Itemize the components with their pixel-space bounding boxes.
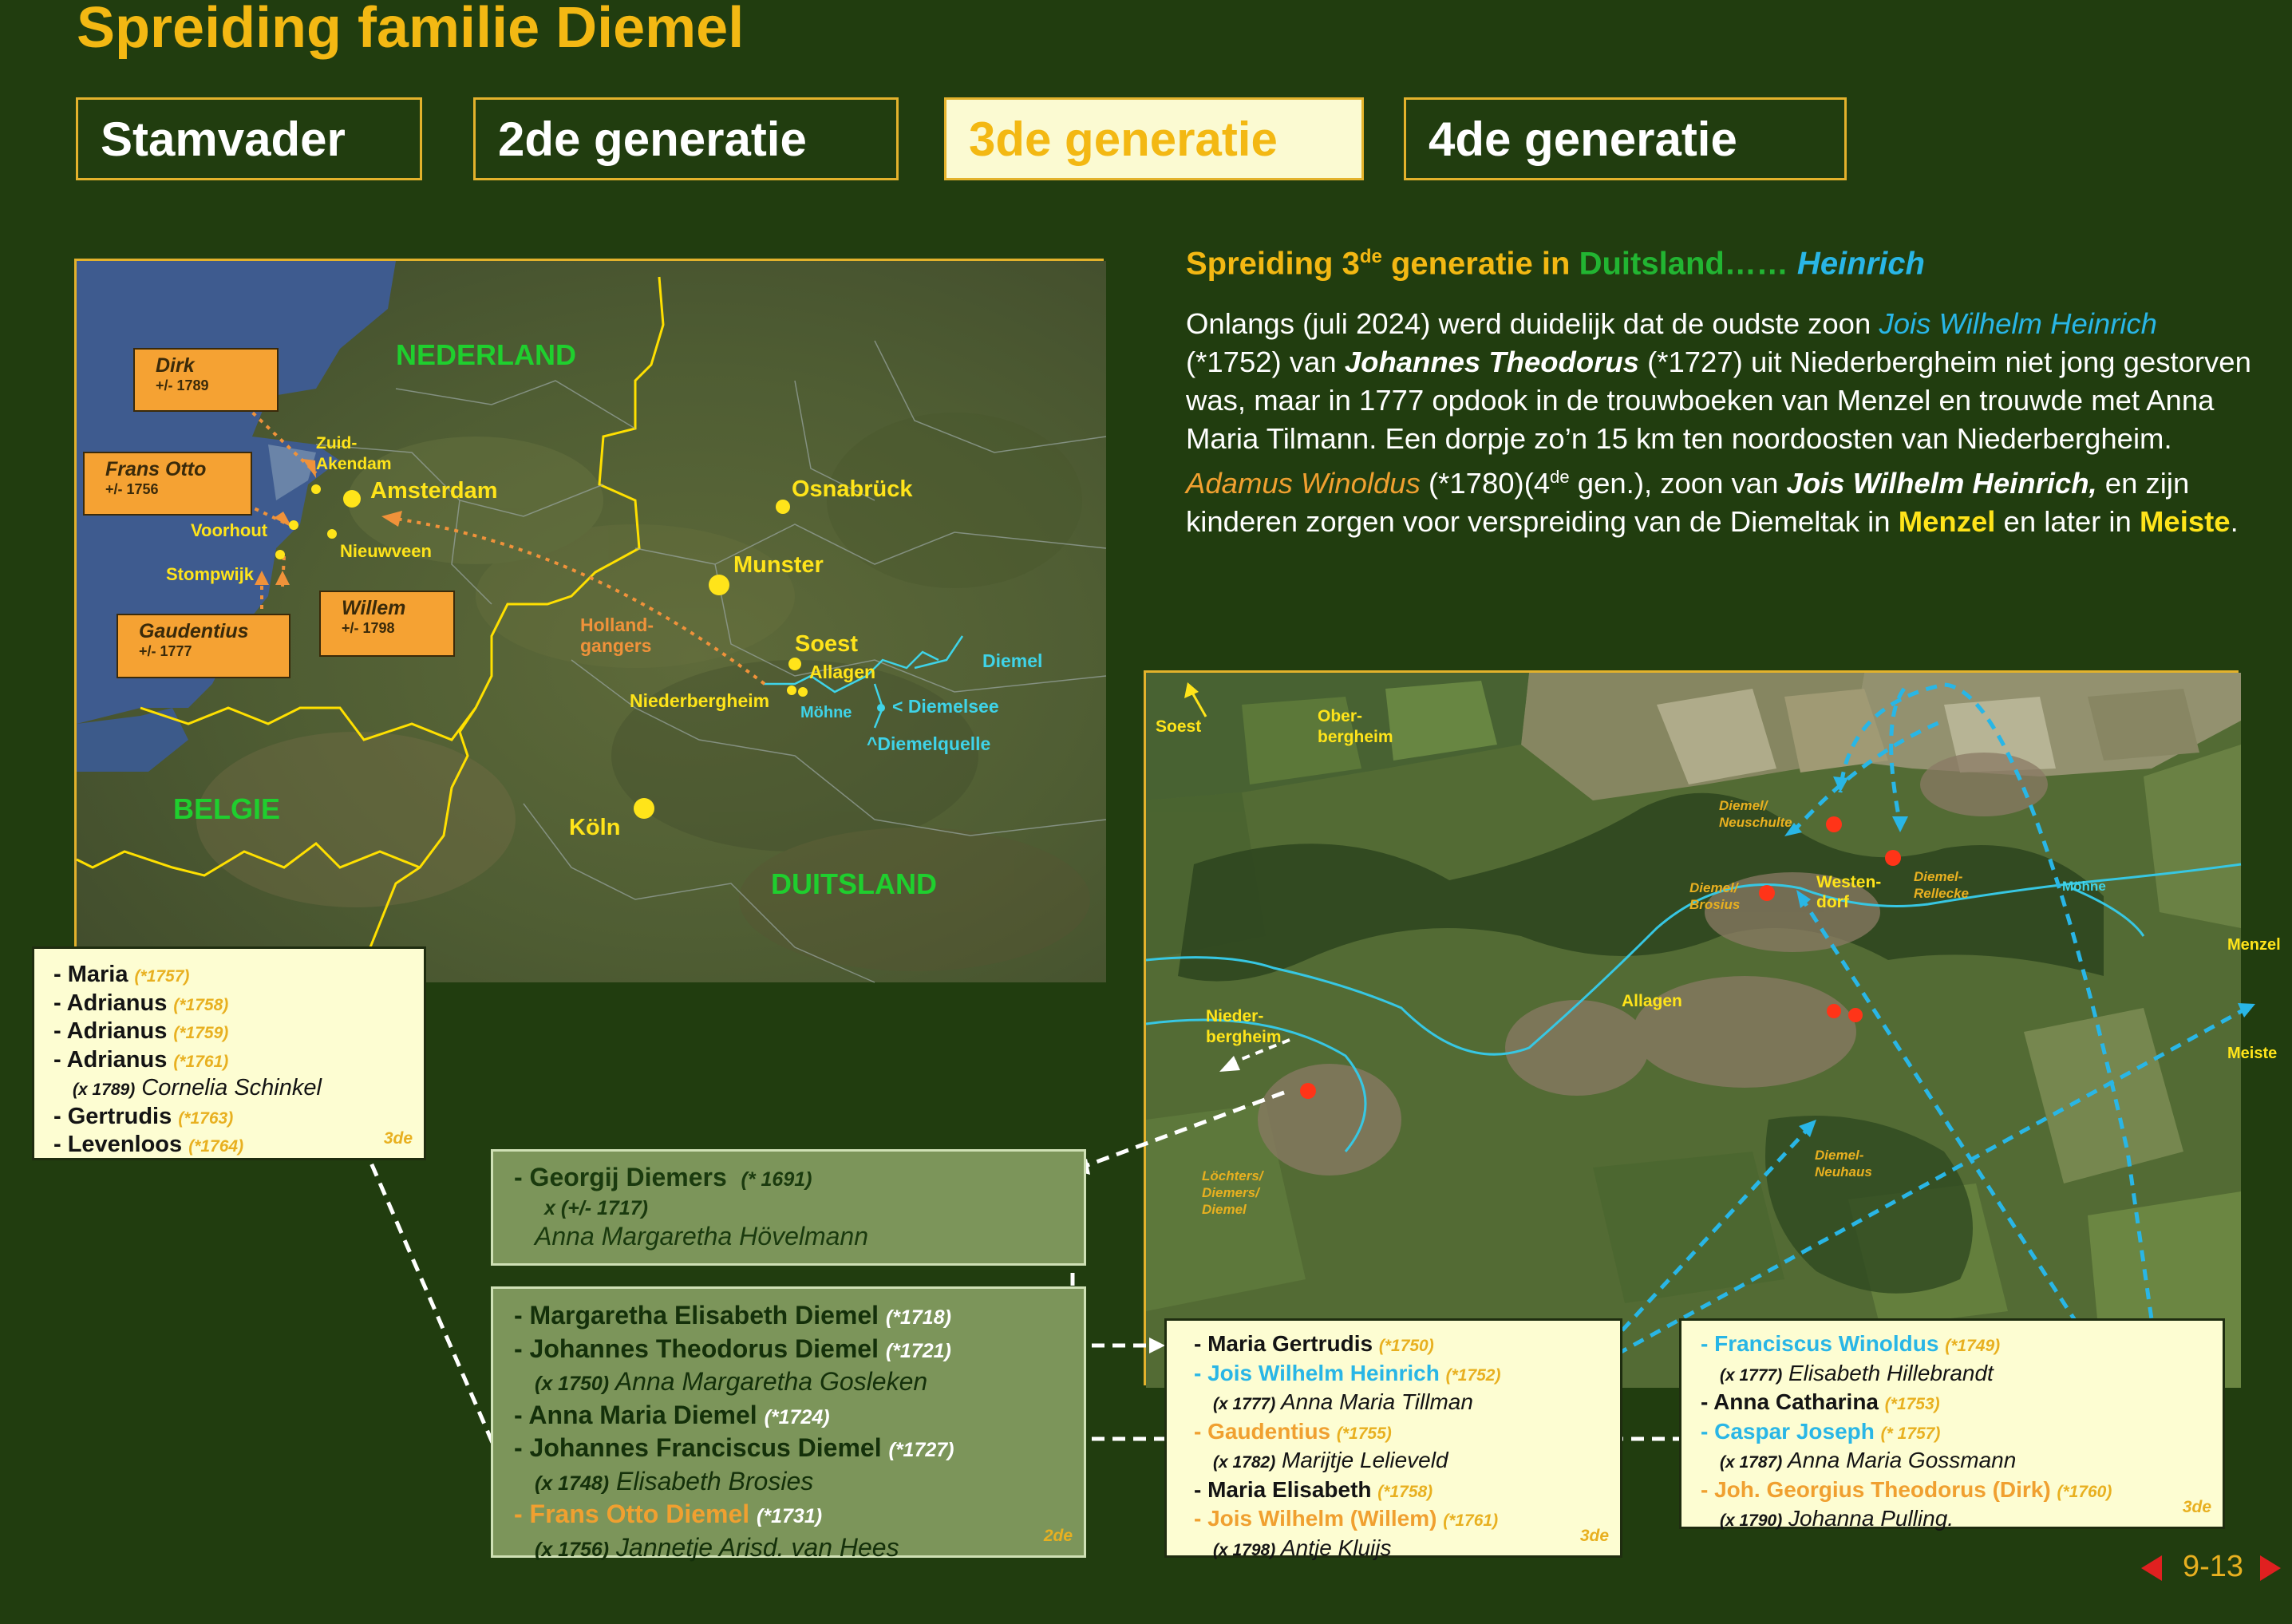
person-name: - Margaretha Elisabeth Diemel bbox=[514, 1301, 886, 1330]
headline-part-d: Heinrich bbox=[1788, 246, 1925, 282]
para-name-theodorus: Johannes Theodorus bbox=[1344, 346, 1639, 378]
marriage-year: (x 1750) bbox=[535, 1373, 610, 1395]
label-niederbergheim: Niederbergheim bbox=[630, 690, 770, 711]
label-stompwijk: Stompwijk bbox=[166, 564, 255, 584]
para-text: (*1780)(4 bbox=[1420, 467, 1551, 500]
generation-3-box-johannes-franciscus bbox=[1679, 1318, 2225, 1529]
label-nederland: NEDERLAND bbox=[396, 338, 577, 371]
spouse-name: Anna Margaretha Gosleken bbox=[609, 1367, 928, 1396]
person-name: - Caspar Joseph bbox=[1701, 1418, 1881, 1444]
person-name: - Johannes Theodorus Diemel bbox=[514, 1334, 886, 1363]
label-lochters: Löchters/ Diemers/ Diemel bbox=[1202, 1168, 1263, 1217]
family-row bbox=[514, 1334, 1084, 1367]
person-name: - Jois Wilhelm Heinrich bbox=[1194, 1360, 1446, 1385]
person-name: - Maria Elisabeth bbox=[1194, 1476, 1378, 1502]
person-name: - Adrianus bbox=[53, 1018, 174, 1044]
person-date: +/- 1756 bbox=[105, 481, 159, 497]
family-row bbox=[1720, 1505, 2223, 1535]
person-birth-year: (*1731) bbox=[757, 1505, 823, 1527]
page-title: Spreiding familie Diemel bbox=[77, 0, 745, 60]
marriage-year: (x 1789) bbox=[73, 1081, 136, 1099]
label-allagen: Allagen bbox=[809, 662, 876, 682]
spouse-name: Elisabeth Hillebrandt bbox=[1782, 1360, 1994, 1385]
spouse-name: Anna Maria Tillman bbox=[1275, 1389, 1473, 1414]
family-row bbox=[53, 1132, 424, 1160]
label-mohne: Möhne bbox=[800, 704, 852, 721]
person-name: - Franciscus Winoldus bbox=[1701, 1331, 1946, 1356]
spouse-name: Cornelia Schinkel bbox=[135, 1075, 322, 1100]
label-diemel-neuschulte: Diemel/ Neuschulte bbox=[1719, 798, 1792, 830]
family-row bbox=[1701, 1330, 2223, 1360]
person-name: Gaudentius bbox=[139, 620, 249, 642]
family-row bbox=[1213, 1389, 1620, 1418]
label-voorhout: Voorhout bbox=[191, 520, 268, 540]
marriage-year: (x 1798) bbox=[1213, 1540, 1276, 1559]
family-row bbox=[1720, 1360, 2223, 1389]
generation-3-box-johannes-theodorus bbox=[1164, 1318, 1622, 1558]
person-name: - Anna Maria Diemel bbox=[514, 1400, 765, 1429]
para-text: Onlangs (juli 2024) werd duidelijk dat de oudste zoon bbox=[1186, 307, 1879, 340]
family-row bbox=[514, 1499, 1084, 1532]
spouse-name: Johanna Pulling. bbox=[1782, 1506, 1954, 1531]
family-row bbox=[1701, 1418, 2223, 1448]
box-corner-label: 2de bbox=[1043, 1527, 1073, 1545]
family-row bbox=[1720, 1447, 2223, 1476]
person-name: - Adrianus bbox=[53, 1046, 174, 1073]
spouse-name: Jannetje Arisd. van Hees bbox=[609, 1532, 899, 1562]
marriage-year: (x 1782) bbox=[1213, 1453, 1276, 1472]
page-number: 9-13 bbox=[2183, 1550, 2244, 1583]
para-place-meiste: Meiste bbox=[2139, 505, 2231, 539]
person-name: - Anna Catharina bbox=[1701, 1389, 1885, 1414]
para-sup: de bbox=[1550, 467, 1570, 487]
family-row bbox=[1194, 1418, 1620, 1448]
spouse-name: Anna Maria Gossmann bbox=[1782, 1448, 2017, 1472]
person-birth-year: (*1758) bbox=[1377, 1482, 1433, 1501]
para-place-menzel: Menzel bbox=[1898, 505, 1996, 539]
label-westendorf: Westen- dorf bbox=[1816, 873, 1882, 911]
label-mohne-2: Möhne bbox=[2062, 879, 2106, 894]
family-row bbox=[514, 1300, 1084, 1334]
para-text: (*1727) uit Niederbergheim niet jong gestorven was, maar in 1777 opdook in de trouwboeken van Menzel en trouwde met Anna Maria Tilmann. Een dorpje zo’n 15 km ten noordoosten van Niederbergheim. bbox=[1186, 346, 2251, 455]
label-hollandgangers: Holland- gangers bbox=[580, 614, 654, 656]
person-birth-year: (*1758) bbox=[173, 995, 229, 1014]
family-row bbox=[73, 1075, 424, 1104]
person-birth-year: (*1750) bbox=[1378, 1337, 1434, 1355]
person-date: +/- 1777 bbox=[139, 643, 192, 659]
headline-part-a: Spreiding 3 bbox=[1186, 246, 1360, 282]
family-row bbox=[535, 1466, 1084, 1500]
person-birth-year: (*1749) bbox=[1945, 1337, 2001, 1355]
label-diemelquelle: ^Diemelquelle bbox=[867, 733, 991, 754]
tab-4de-generatie[interactable]: 4de generatie bbox=[1404, 97, 1847, 180]
person-birth-year: (*1718) bbox=[885, 1306, 951, 1329]
label-soest-2: Soest bbox=[1156, 717, 1202, 736]
label-diemelsee: < Diemelsee bbox=[892, 696, 999, 717]
headline-sup: de bbox=[1359, 246, 1382, 267]
para-name-heinrich-2: Jois Wilhelm Heinrich, bbox=[1786, 467, 2097, 500]
person-birth-year: (*1763) bbox=[178, 1108, 234, 1128]
label-niederbergheim-2: Nieder- bergheim bbox=[1206, 1007, 1282, 1046]
tab-stamvader[interactable]: Stamvader bbox=[76, 97, 422, 180]
marriage-year: (x 1756) bbox=[535, 1538, 610, 1561]
marriage-year: (x 1787) bbox=[1720, 1453, 1783, 1472]
family-row bbox=[1194, 1360, 1620, 1389]
person-name: Frans Otto bbox=[105, 458, 207, 480]
marriage-year: (x 1777) bbox=[1213, 1395, 1276, 1413]
label-belgie: BELGIE bbox=[173, 792, 281, 825]
person-name: - Jois Wilhelm (Willem) bbox=[1194, 1506, 1444, 1531]
person-date: +/- 1798 bbox=[342, 620, 395, 636]
marriage-year: (x 1790) bbox=[1720, 1511, 1783, 1530]
person-birth-year: (*1759) bbox=[173, 1024, 229, 1042]
box-corner-label: 3de bbox=[383, 1129, 413, 1148]
georgij-year: (* 1691) bbox=[741, 1168, 812, 1191]
para-text: . bbox=[2230, 505, 2239, 539]
person-name: - Adrianus bbox=[53, 990, 174, 1016]
georgij-name: - Georgij Diemers bbox=[514, 1163, 727, 1191]
person-birth-year: (*1764) bbox=[188, 1137, 244, 1156]
label-osnabruck: Osnabrück bbox=[792, 476, 913, 502]
label-diemel-rellecke: Diemel- Rellecke bbox=[1914, 869, 1969, 901]
marriage-year: (x 1748) bbox=[535, 1472, 610, 1495]
next-page-button[interactable] bbox=[2260, 1555, 2281, 1581]
label-amsterdam: Amsterdam bbox=[370, 478, 498, 504]
person-birth-year: (*1761) bbox=[173, 1052, 229, 1071]
para-text: (*1752) van bbox=[1186, 346, 1345, 378]
label-allagen-2: Allagen bbox=[1622, 992, 1682, 1010]
person-name: - Maria bbox=[53, 962, 135, 987]
person-birth-year: (*1761) bbox=[1443, 1511, 1499, 1530]
family-row bbox=[535, 1366, 1084, 1400]
family-row bbox=[1194, 1330, 1620, 1360]
family-row bbox=[514, 1400, 1084, 1433]
label-soest: Soest bbox=[795, 631, 858, 657]
para-text: en later in bbox=[1995, 505, 2140, 539]
georgij-marriage: x (+/- 1717) bbox=[544, 1197, 648, 1219]
label-menzel: Menzel bbox=[2227, 936, 2281, 954]
person-birth-year: (*1753) bbox=[1884, 1395, 1940, 1413]
family-row bbox=[53, 1104, 424, 1132]
label-oberbergheim: Ober- bergheim bbox=[1318, 707, 1393, 746]
box-corner-label: 3de bbox=[1579, 1527, 1609, 1545]
box-corner-label: 3de bbox=[2182, 1498, 2211, 1516]
person-name: - Frans Otto Diemel bbox=[514, 1500, 757, 1528]
person-date: +/- 1789 bbox=[156, 377, 209, 393]
family-row bbox=[1194, 1505, 1620, 1535]
person-name: - Gertrudis bbox=[53, 1103, 179, 1129]
children-frans-otto-box bbox=[32, 946, 426, 1160]
person-name: - Levenloos bbox=[53, 1132, 189, 1157]
headline-part-c: Duitsland…… bbox=[1579, 246, 1788, 282]
marriage-year: (x 1777) bbox=[1720, 1365, 1783, 1385]
label-diemel-brosius: Diemel/ Brosius bbox=[1689, 880, 1741, 912]
person-name: Willem bbox=[342, 597, 406, 619]
spouse-name: Elisabeth Brosies bbox=[609, 1466, 814, 1496]
family-row bbox=[1213, 1447, 1620, 1476]
para-text: en zijn kinderen zorgen voor verspreiding van de Diemeltak in bbox=[1186, 467, 2190, 539]
family-row bbox=[535, 1532, 1084, 1566]
person-birth-year: (*1752) bbox=[1445, 1365, 1501, 1385]
person-birth-year: (* 1757) bbox=[1880, 1424, 1941, 1443]
georgij-spouse: Anna Margaretha Hövelmann bbox=[535, 1222, 869, 1251]
georgij-box bbox=[491, 1149, 1086, 1266]
person-birth-year: (*1757) bbox=[134, 967, 190, 986]
label-duitsland: DUITSLAND bbox=[771, 867, 937, 900]
person-birth-year: (*1760) bbox=[2057, 1482, 2112, 1501]
person-name: Dirk bbox=[156, 354, 195, 377]
family-row bbox=[1701, 1476, 2223, 1506]
family-row bbox=[53, 990, 424, 1019]
person-name: - Maria Gertrudis bbox=[1194, 1331, 1379, 1356]
label-munster: Munster bbox=[733, 552, 824, 578]
para-text: gen.), zoon van bbox=[1569, 467, 1787, 500]
headline-part-b: generatie in bbox=[1381, 246, 1579, 282]
person-birth-year: (*1721) bbox=[885, 1339, 951, 1362]
family-row bbox=[53, 1047, 424, 1076]
tab-2de-generatie[interactable]: 2de generatie bbox=[473, 97, 899, 180]
person-birth-year: (*1755) bbox=[1336, 1424, 1392, 1443]
para-name-heinrich: Jois Wilhelm Heinrich bbox=[1879, 307, 2157, 340]
person-name: - Gaudentius bbox=[1194, 1418, 1337, 1444]
label-diemel-neuhaus: Diemel- Neuhaus bbox=[1815, 1148, 1872, 1179]
label-meiste: Meiste bbox=[2227, 1045, 2278, 1062]
family-row bbox=[1213, 1535, 1620, 1564]
spouse-name: Marijtje Lelieveld bbox=[1275, 1448, 1448, 1472]
person-birth-year: (*1724) bbox=[764, 1405, 830, 1428]
person-name: - Joh. Georgius Theodorus (Dirk) bbox=[1701, 1476, 2057, 1502]
previous-page-button[interactable] bbox=[2141, 1555, 2162, 1581]
family-row bbox=[1194, 1476, 1620, 1506]
person-birth-year: (*1727) bbox=[888, 1439, 954, 1461]
family-row bbox=[53, 962, 424, 990]
person-name: - Johannes Franciscus Diemel bbox=[514, 1433, 889, 1462]
family-row bbox=[514, 1432, 1084, 1466]
label-zuid-akendam: Zuid- Akendam bbox=[316, 434, 392, 473]
tab-3de-generatie[interactable]: 3de generatie bbox=[944, 97, 1364, 180]
label-koln: Köln bbox=[569, 815, 621, 840]
generation-2-box bbox=[491, 1286, 1086, 1562]
label-nieuwveen: Nieuwveen bbox=[340, 541, 432, 561]
family-row bbox=[53, 1018, 424, 1047]
family-row bbox=[1701, 1389, 2223, 1418]
spouse-name: Antje Kluijs bbox=[1275, 1535, 1392, 1560]
para-name-adamus: Adamus Winoldus bbox=[1186, 467, 1421, 500]
label-diemel: Diemel bbox=[982, 650, 1043, 671]
